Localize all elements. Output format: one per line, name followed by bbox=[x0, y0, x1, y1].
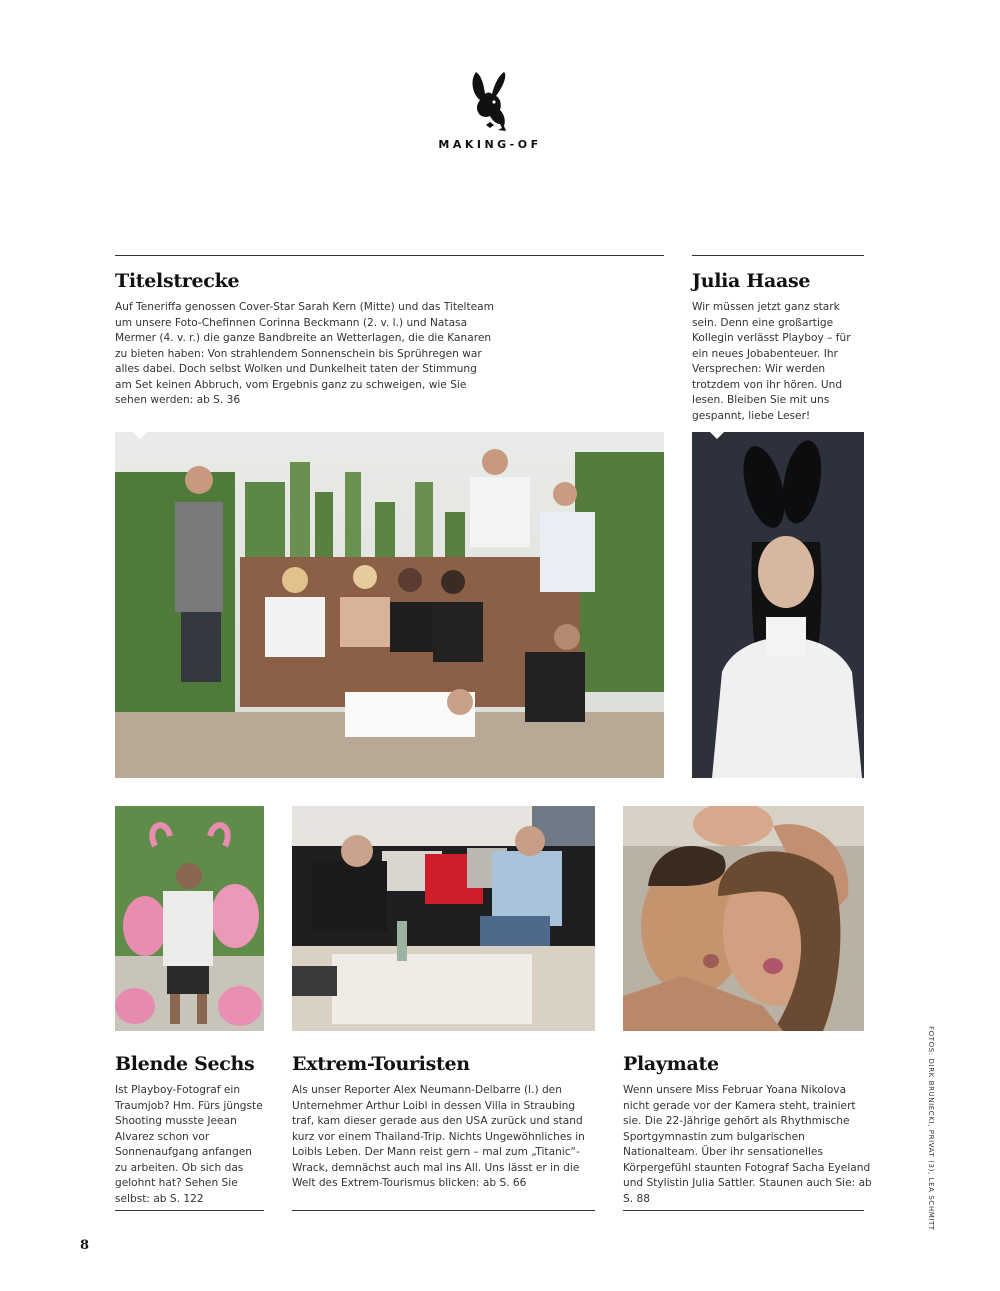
article-title: Playmate bbox=[623, 1053, 719, 1075]
photo-team-tenerife bbox=[115, 432, 664, 778]
divider bbox=[623, 1210, 864, 1211]
divider bbox=[115, 1210, 264, 1211]
article-extrem-touristen bbox=[292, 1053, 592, 1192]
article-playmate bbox=[623, 1053, 873, 1207]
page-number: 8 bbox=[80, 1238, 90, 1253]
photo-playmate bbox=[623, 806, 864, 1031]
divider bbox=[292, 1210, 595, 1211]
article-titelstrecke bbox=[115, 270, 495, 409]
article-title: Blende Sechs bbox=[115, 1053, 255, 1075]
caption-pointer bbox=[710, 432, 724, 439]
caption-pointer bbox=[133, 432, 147, 439]
article-title: Julia Haase bbox=[692, 270, 811, 292]
photo-extrem-touristen bbox=[292, 806, 595, 1031]
playboy-bunny-icon bbox=[468, 70, 512, 132]
divider bbox=[692, 255, 864, 256]
divider bbox=[115, 255, 664, 256]
article-blende-sechs bbox=[115, 1053, 265, 1207]
article-julia-haase bbox=[692, 270, 867, 424]
article-body: Wir müssen jetzt ganz stark sein. Denn eine großartige Kollegin verlässt Playboy – für ein neues Jobabenteuer. Ihr Versprechen: Wir werden trotzdem von ihr hören. Und lesen. Bleiben Sie mit uns gespannt, liebe Leser! bbox=[692, 301, 851, 422]
photo-credits: FOTOS: DIRK BRUNIECKI, PRIVAT (3), LEA SCHMITT bbox=[927, 1026, 935, 1231]
article-body: Ist Playboy-Fotograf ein Traumjob? Hm. Fürs jüngste Shooting musste Jeean Alvarez schon vor Sonnenaufgang anfangen zu arbeiten. Ob sich das gelohnt hat? Sehen Sie selbst: ab S. 122 bbox=[115, 1084, 263, 1205]
article-title: Titelstrecke bbox=[115, 270, 240, 292]
photo-blende-sechs bbox=[115, 806, 264, 1031]
article-body: Als unser Reporter Alex Neumann-Delbarre (l.) den Unternehmer Arthur Loibl in dessen Villa in Straubing traf, kam dieser gerade aus den USA zurück und stand kurz vor einem Thailand-Trip. Nichts Ungewöhnliches in Loibls Leben. Der Mann reist gern – mal zum „Titanic“-Wrack, demnächst auch mal ins All. Uns lässt er in die Welt des Extrem-Tourismus blicken: ab S. 66 bbox=[292, 1084, 585, 1189]
photo-julia-haase bbox=[692, 432, 864, 778]
article-body: Auf Teneriffa genossen Cover-Star Sarah Kern (Mitte) und das Titelteam um unsere Foto-Chefinnen Corinna Beckmann (2. v. l.) und Natasa Mermer (4. v. r.) die ganze Bandbreite an Wetterlagen, die die Kanaren zu bieten haben: Von strahlendem Sonnenschein bis Sprühregen war alles dabei. Doch selbst Wolken und Dunkelheit taten der Stimmung am Set keinen Abbruch, vom Ergebnis ganz zu schweigen, wie Sie sehen werden: ab S. 36 bbox=[115, 301, 494, 406]
section-kicker: MAKING-OF bbox=[438, 138, 542, 151]
article-title: Extrem-Touristen bbox=[292, 1053, 470, 1075]
article-body: Wenn unsere Miss Februar Yoana Nikolova nicht gerade vor der Kamera steht, trainiert sie. Die 22-Jährige gehört als Rhythmische Sportgymnastin zum bulgarischen Nationalteam. Über ihr sensationelles Körpergefühl staunten Fotograf Sacha Eyeland und Stylistin Julia Sattler. Staunen auch Sie: ab S. 88 bbox=[623, 1084, 872, 1205]
